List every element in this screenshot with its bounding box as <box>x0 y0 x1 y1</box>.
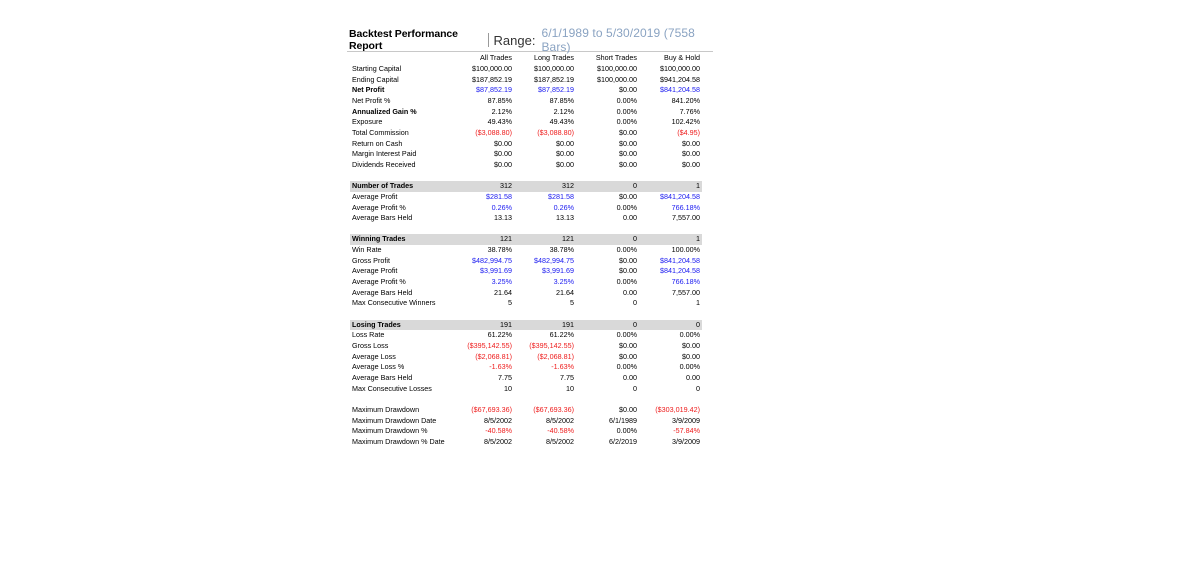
table-row <box>350 149 702 160</box>
value-cell: $0.00 <box>619 138 637 148</box>
value-cell: $0.00 <box>682 159 700 169</box>
table-row <box>350 64 702 75</box>
value-cell: 1 <box>696 298 700 308</box>
range-value: 6/1/1989 to 5/30/2019 (7558 Bars) <box>541 26 695 54</box>
value-cell: $281.58 <box>486 191 512 201</box>
value-cell: $0.00 <box>682 138 700 148</box>
value-cell: 3/9/2009 <box>672 415 700 425</box>
value-cell: 0.00% <box>679 362 700 372</box>
value-cell: 0.00% <box>616 95 637 105</box>
table-row <box>350 405 702 416</box>
report-header <box>347 26 713 54</box>
table-row <box>350 85 702 96</box>
value-cell: 49.43% <box>549 117 574 127</box>
value-cell: $0.00 <box>619 149 637 159</box>
value-cell: $0.00 <box>619 351 637 361</box>
value-cell: 0.26% <box>553 202 574 212</box>
value-cell: 312 <box>465 181 514 192</box>
row-label: Maximum Drawdown Date <box>352 415 437 425</box>
value-cell: 8/5/2002 <box>484 415 512 425</box>
table-row <box>350 362 702 373</box>
header-divider <box>488 33 489 47</box>
value-cell: $941,204.58 <box>660 74 700 84</box>
value-cell: 0.00 <box>623 213 637 223</box>
table-row <box>350 341 702 352</box>
table-row <box>350 107 702 118</box>
table-row <box>350 426 702 437</box>
row-label: Exposure <box>352 117 383 127</box>
table-row <box>350 75 702 86</box>
table-row <box>350 437 702 448</box>
value-cell: $0.00 <box>556 149 574 159</box>
row-label: Max Consecutive Winners <box>352 298 436 308</box>
table-row <box>350 384 702 395</box>
value-cell: 0.00% <box>616 362 637 372</box>
value-cell: -1.63% <box>489 362 512 372</box>
value-cell: $0.00 <box>682 351 700 361</box>
row-label: Losing Trades <box>350 320 465 331</box>
row-label: Maximum Drawdown <box>352 404 420 414</box>
value-cell: $100,000.00 <box>534 64 574 73</box>
row-label: Average Profit % <box>352 202 406 212</box>
value-cell: 38.78% <box>549 245 574 255</box>
value-cell: ($67,693.36) <box>533 404 574 414</box>
value-cell: 87.85% <box>549 95 574 105</box>
value-cell: 0.26% <box>491 202 512 212</box>
value-cell: ($303,019.42) <box>655 404 700 414</box>
value-cell: 10 <box>504 383 512 393</box>
value-cell: 0 <box>576 320 639 331</box>
table-body <box>350 64 702 448</box>
value-cell: $0.00 <box>619 191 637 201</box>
value-cell: 7.75 <box>498 372 512 382</box>
range-label: Range: <box>493 32 536 48</box>
value-cell: 3.25% <box>491 277 512 287</box>
value-cell: $841,204.58 <box>660 191 700 201</box>
value-cell: 0.00% <box>616 330 637 340</box>
row-label: Average Profit <box>352 266 398 276</box>
performance-table <box>350 52 702 448</box>
value-cell: 0 <box>576 181 639 192</box>
table-row <box>350 266 702 277</box>
table-row <box>350 117 702 128</box>
value-cell: $3,991.69 <box>542 266 574 276</box>
value-cell: 0.00% <box>616 426 637 436</box>
value-cell: $482,994.75 <box>534 255 574 265</box>
value-cell: $0.00 <box>619 266 637 276</box>
table-row <box>350 298 702 309</box>
table-row <box>350 139 702 150</box>
value-cell: 121 <box>514 234 576 245</box>
spacer-row <box>350 224 702 235</box>
value-cell: 61.22% <box>549 330 574 340</box>
value-cell: $482,994.75 <box>472 255 512 265</box>
value-cell: 100.00% <box>671 245 700 255</box>
value-cell: -57.84% <box>673 426 700 436</box>
value-cell: 3/9/2009 <box>672 436 700 446</box>
value-cell: 312 <box>514 181 576 192</box>
value-cell: 49.43% <box>487 117 512 127</box>
value-cell: 0.00% <box>616 245 637 255</box>
value-cell: -40.58% <box>485 426 512 436</box>
row-label: Average Loss <box>352 351 396 361</box>
value-cell: 7,557.00 <box>672 213 700 223</box>
value-cell: ($2,068.81) <box>537 351 574 361</box>
value-cell: 0.00 <box>623 287 637 297</box>
row-label: Average Bars Held <box>352 372 413 382</box>
row-label: Gross Profit <box>352 255 390 265</box>
value-cell: 0.00 <box>623 372 637 382</box>
value-cell: 1 <box>639 234 702 245</box>
value-cell: $0.00 <box>556 138 574 148</box>
row-label: Winning Trades <box>350 234 465 245</box>
value-cell: $100,000.00 <box>660 64 700 73</box>
spacer-row <box>350 171 702 182</box>
value-cell: $0.00 <box>619 255 637 265</box>
value-cell: $87,852.19 <box>476 85 512 95</box>
value-cell: 87.85% <box>487 95 512 105</box>
row-label: Maximum Drawdown % <box>352 426 428 436</box>
row-label: Total Commission <box>352 127 409 137</box>
value-cell: 766.18% <box>671 202 700 212</box>
table-row <box>350 192 702 203</box>
row-label: Net Profit <box>352 85 385 95</box>
value-cell: 38.78% <box>487 245 512 255</box>
value-cell: ($2,068.81) <box>475 351 512 361</box>
value-cell: 6/2/2019 <box>609 436 637 446</box>
row-label: Average Bars Held <box>352 287 413 297</box>
value-cell: $0.00 <box>682 149 700 159</box>
value-cell: $0.00 <box>619 159 637 169</box>
row-label: Dividends Received <box>352 159 416 169</box>
row-label: Return on Cash <box>352 138 403 148</box>
table-row <box>350 416 702 427</box>
value-cell: $187,852.19 <box>472 74 512 84</box>
value-cell: 7,557.00 <box>672 287 700 297</box>
table-row <box>350 277 702 288</box>
value-cell: 766.18% <box>671 277 700 287</box>
value-cell: -40.58% <box>547 426 574 436</box>
table-row <box>350 245 702 256</box>
row-label: Starting Capital <box>352 64 402 73</box>
value-cell: $841,204.58 <box>660 255 700 265</box>
value-cell: 10 <box>566 383 574 393</box>
value-cell: 191 <box>465 320 514 331</box>
value-cell: 0.00% <box>616 117 637 127</box>
value-cell: 2.12% <box>553 106 574 116</box>
table-row <box>350 352 702 363</box>
table-row <box>350 96 702 107</box>
value-cell: $841,204.58 <box>660 266 700 276</box>
row-label: Number of Trades <box>350 181 465 192</box>
row-label: Average Bars Held <box>352 213 413 223</box>
value-cell: $281.58 <box>548 191 574 201</box>
section-header-row <box>350 181 702 192</box>
value-cell: ($3,088.80) <box>475 127 512 137</box>
value-cell: 7.76% <box>679 106 700 116</box>
spacer-cell <box>350 309 702 320</box>
row-label: Maximum Drawdown % Date <box>352 436 445 446</box>
value-cell: 61.22% <box>487 330 512 340</box>
value-cell: -1.63% <box>551 362 574 372</box>
value-cell: 21.64 <box>556 287 574 297</box>
value-cell: 0 <box>639 320 702 331</box>
value-cell: $0.00 <box>494 159 512 169</box>
value-cell: $841,204.58 <box>660 85 700 95</box>
column-header-long-trades: Long Trades <box>534 53 574 62</box>
value-cell: $187,852.19 <box>534 74 574 84</box>
row-label: Margin Interest Paid <box>352 149 417 159</box>
value-cell: $0.00 <box>682 341 700 351</box>
value-cell: $0.00 <box>619 85 637 95</box>
value-cell: 6/1/1989 <box>609 415 637 425</box>
value-cell: 2.12% <box>491 106 512 116</box>
value-cell: $100,000.00 <box>472 64 512 73</box>
row-label: Average Profit <box>352 191 398 201</box>
column-header-all-trades: All Trades <box>480 53 512 62</box>
table-row <box>350 256 702 267</box>
backtest-report <box>347 26 713 448</box>
value-cell: 5 <box>570 298 574 308</box>
value-cell: 0 <box>576 234 639 245</box>
value-cell: 0 <box>633 298 637 308</box>
value-cell: 0.00% <box>616 106 637 116</box>
spacer-cell <box>350 394 702 405</box>
row-label: Max Consecutive Losses <box>352 383 432 393</box>
value-cell: 21.64 <box>494 287 512 297</box>
value-cell: $0.00 <box>494 138 512 148</box>
row-label: Annualized Gain % <box>352 106 417 116</box>
value-cell: $0.00 <box>619 127 637 137</box>
row-label: Average Profit % <box>352 277 406 287</box>
table-row <box>350 330 702 341</box>
section-header-row <box>350 234 702 245</box>
value-cell: 8/5/2002 <box>546 415 574 425</box>
table-row <box>350 203 702 214</box>
value-cell: 102.42% <box>671 117 700 127</box>
row-label: Win Rate <box>352 245 382 255</box>
value-cell: $3,991.69 <box>480 266 512 276</box>
value-cell: 0 <box>633 383 637 393</box>
value-cell: 8/5/2002 <box>546 436 574 446</box>
value-cell: ($395,142.55) <box>467 341 512 351</box>
row-label: Net Profit % <box>352 95 391 105</box>
report-title: Backtest Performance Report <box>349 28 458 52</box>
value-cell: 1 <box>639 181 702 192</box>
value-cell: ($3,088.80) <box>537 127 574 137</box>
spacer-row <box>350 394 702 405</box>
value-cell: 5 <box>508 298 512 308</box>
value-cell: 0 <box>696 383 700 393</box>
value-cell: $100,000.00 <box>597 64 637 73</box>
value-cell: $0.00 <box>494 149 512 159</box>
value-cell: ($395,142.55) <box>529 341 574 351</box>
row-label: Average Loss % <box>352 362 405 372</box>
table-row <box>350 373 702 384</box>
table-row <box>350 160 702 171</box>
value-cell: 0.00 <box>686 372 700 382</box>
column-header-short-trades: Short Trades <box>595 53 637 62</box>
spacer-row <box>350 309 702 320</box>
value-cell: ($4.95) <box>677 127 700 137</box>
row-label: Ending Capital <box>352 74 399 84</box>
value-cell: $100,000.00 <box>597 74 637 84</box>
table-row <box>350 288 702 299</box>
section-header-row <box>350 320 702 331</box>
value-cell: 841.20% <box>671 95 700 105</box>
spacer-cell <box>350 171 702 182</box>
value-cell: 0.00% <box>616 277 637 287</box>
value-cell: 121 <box>465 234 514 245</box>
value-cell: 0.00% <box>679 330 700 340</box>
value-cell: 8/5/2002 <box>484 436 512 446</box>
row-label: Loss Rate <box>352 330 385 340</box>
value-cell: 191 <box>514 320 576 331</box>
value-cell: $87,852.19 <box>538 85 574 95</box>
value-cell: 13.13 <box>556 213 574 223</box>
value-cell: $0.00 <box>556 159 574 169</box>
column-header-buy-hold: Buy & Hold <box>664 53 700 62</box>
value-cell: 3.25% <box>553 277 574 287</box>
table-row <box>350 128 702 139</box>
spacer-cell <box>350 224 702 235</box>
value-cell: $0.00 <box>619 404 637 414</box>
column-header-blank <box>350 52 465 64</box>
value-cell: ($67,693.36) <box>471 404 512 414</box>
value-cell: $0.00 <box>619 341 637 351</box>
table-row <box>350 213 702 224</box>
value-cell: 13.13 <box>494 213 512 223</box>
row-label: Gross Loss <box>352 341 389 351</box>
value-cell: 7.75 <box>560 372 574 382</box>
value-cell: 0.00% <box>616 202 637 212</box>
